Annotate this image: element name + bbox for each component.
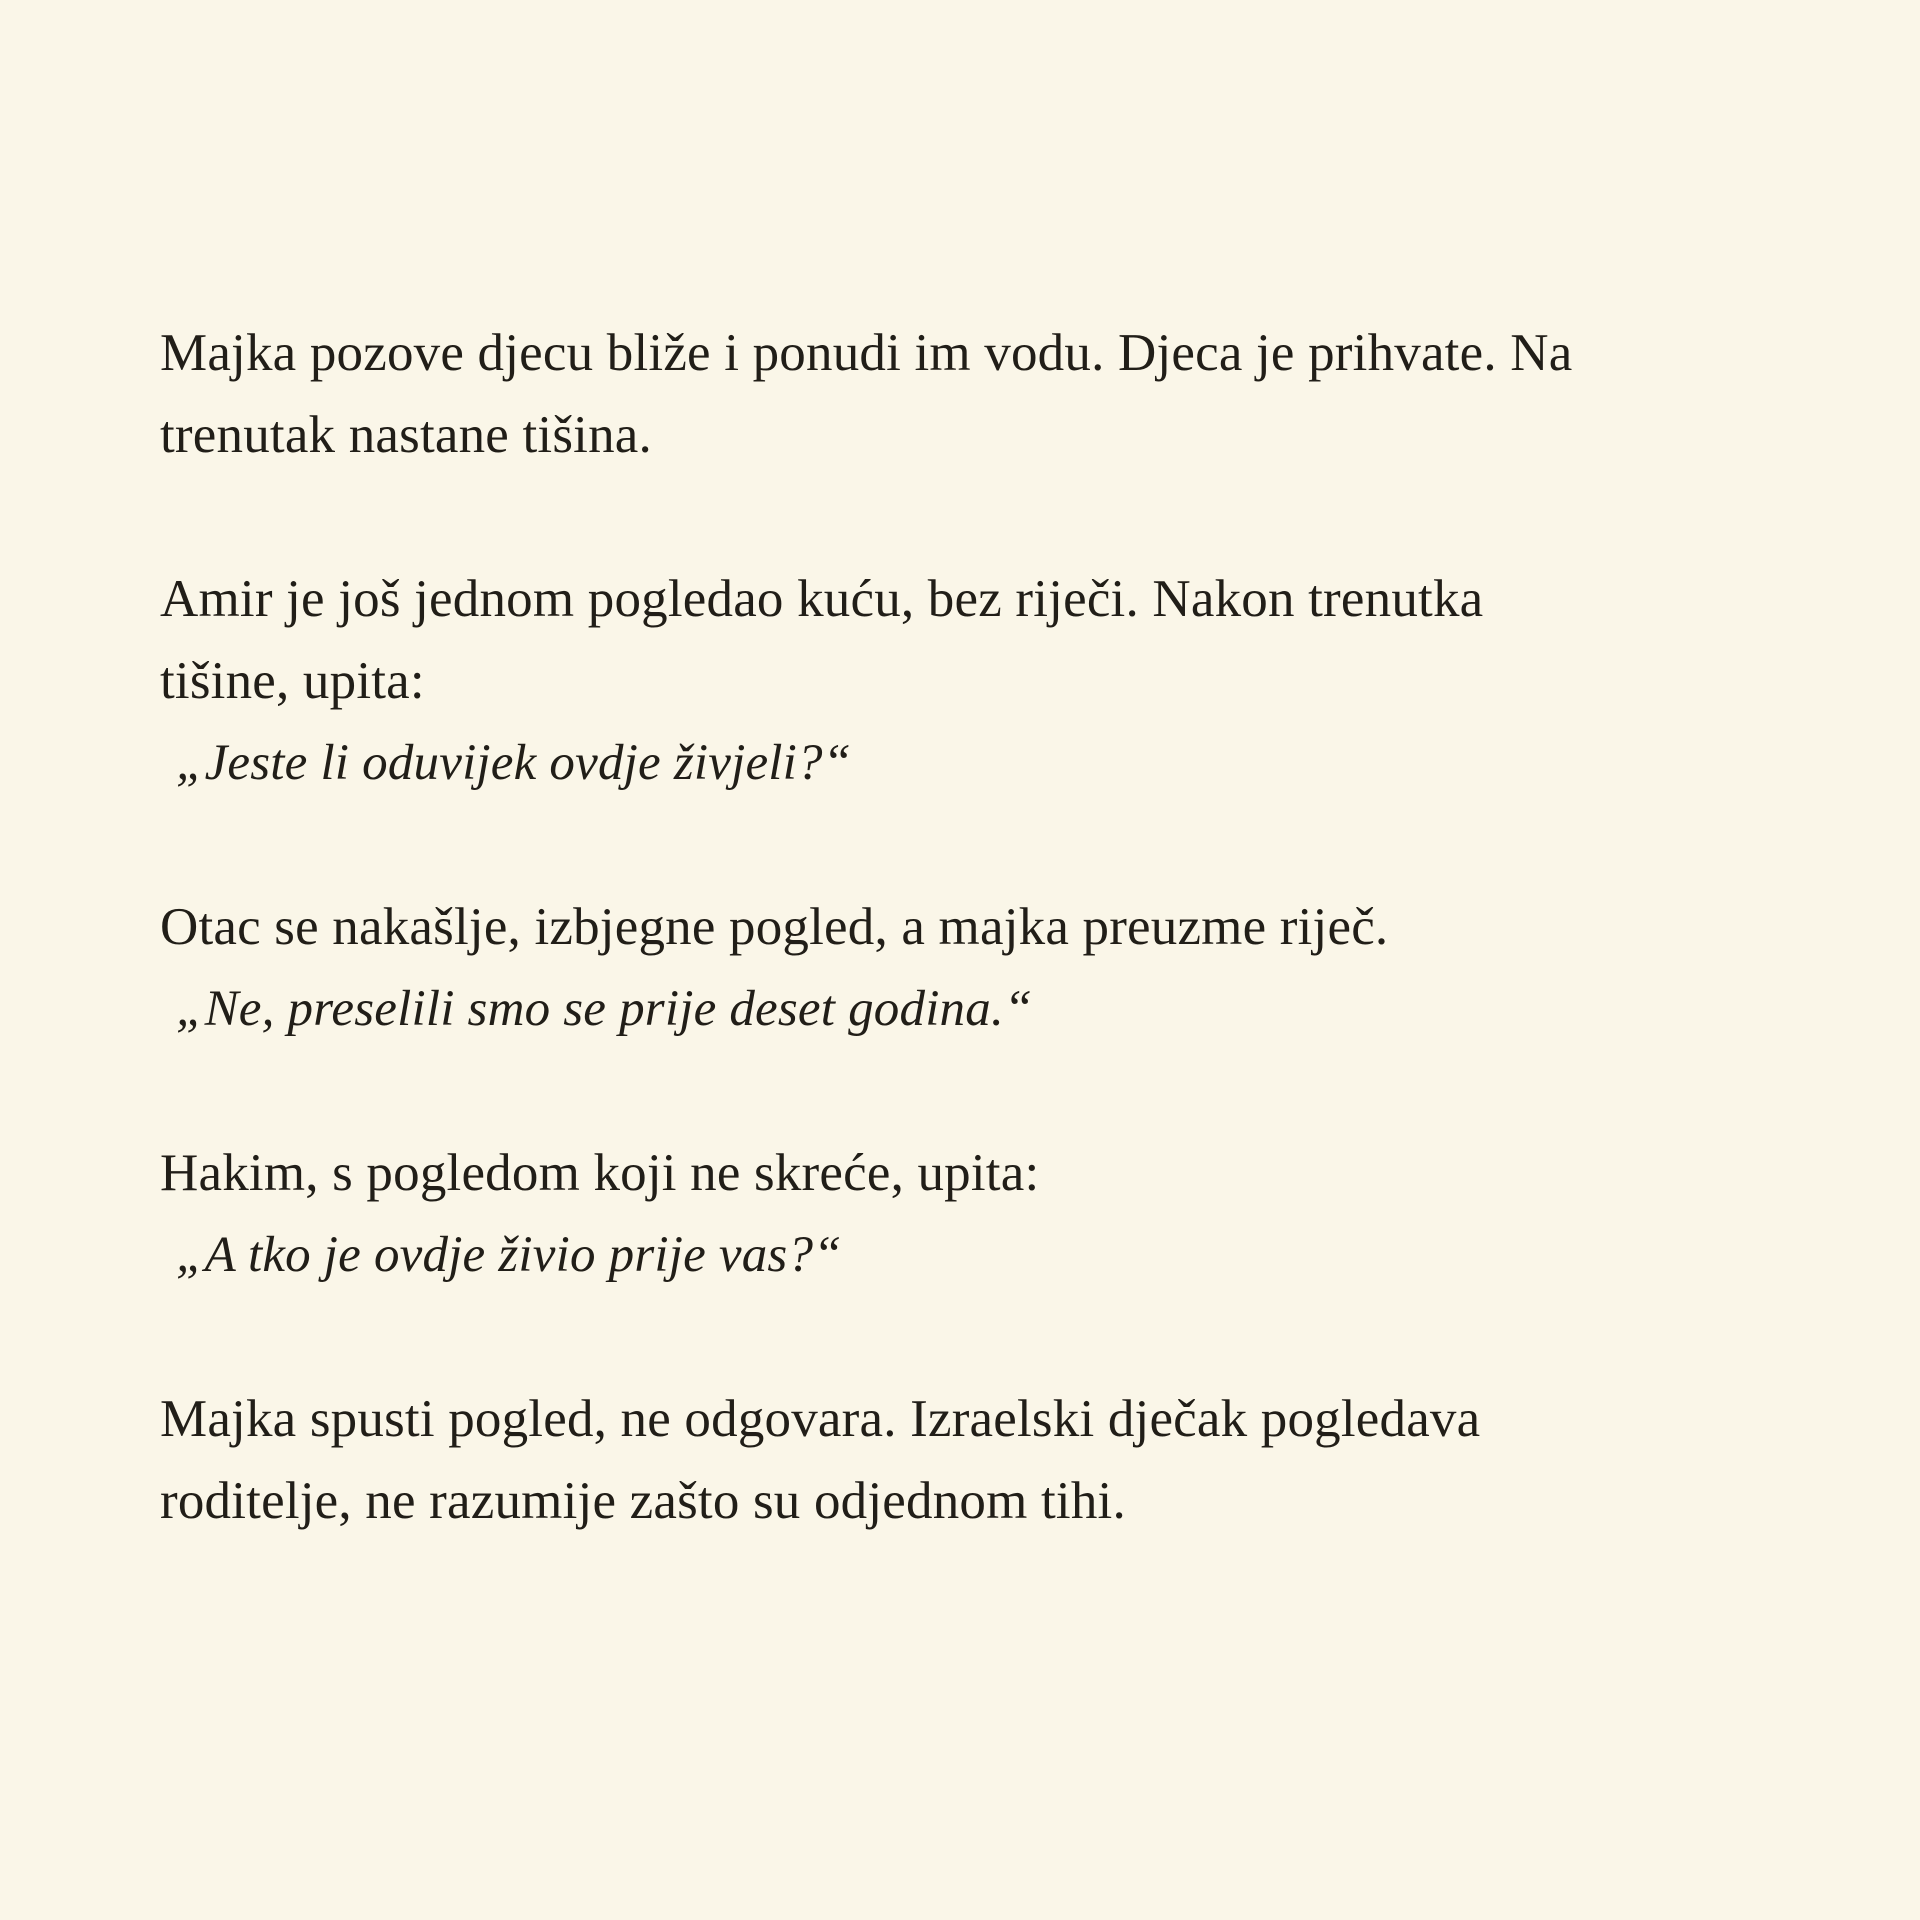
- dialogue-quote-line: „A tko je ovdje živio prije vas?“: [176, 1227, 842, 1283]
- text-line: trenutak nastane tišina.: [160, 406, 652, 464]
- text-line: Hakim, s pogledom koji ne skreće, upita:: [160, 1144, 1040, 1202]
- paragraph-5: [160, 1378, 1800, 1542]
- dialogue-quote-line: „Jeste li oduvijek ovdje živjeli?“: [176, 735, 852, 791]
- text-line: Majka spusti pogled, ne odgovara. Izraelski dječak pogledava: [160, 1390, 1481, 1448]
- paragraph-2: [160, 558, 1800, 804]
- paragraph-4: [160, 1132, 1800, 1296]
- text-line: Amir je još jednom pogledao kuću, bez riječi. Nakon trenutka: [160, 570, 1484, 628]
- text-line: Majka pozove djecu bliže i ponudi im vodu. Djeca je prihvate. Na: [160, 324, 1573, 382]
- text-line: tišine, upita:: [160, 652, 425, 710]
- text-line: roditelje, ne razumije zašto su odjednom tihi.: [160, 1472, 1126, 1530]
- paragraph-3: [160, 886, 1800, 1050]
- paragraph-1: [160, 312, 1800, 476]
- dialogue-quote-line: „Ne, preselili smo se prije deset godina.“: [176, 981, 1033, 1037]
- text-line: Otac se nakašlje, izbjegne pogled, a majka preuzme riječ.: [160, 898, 1389, 956]
